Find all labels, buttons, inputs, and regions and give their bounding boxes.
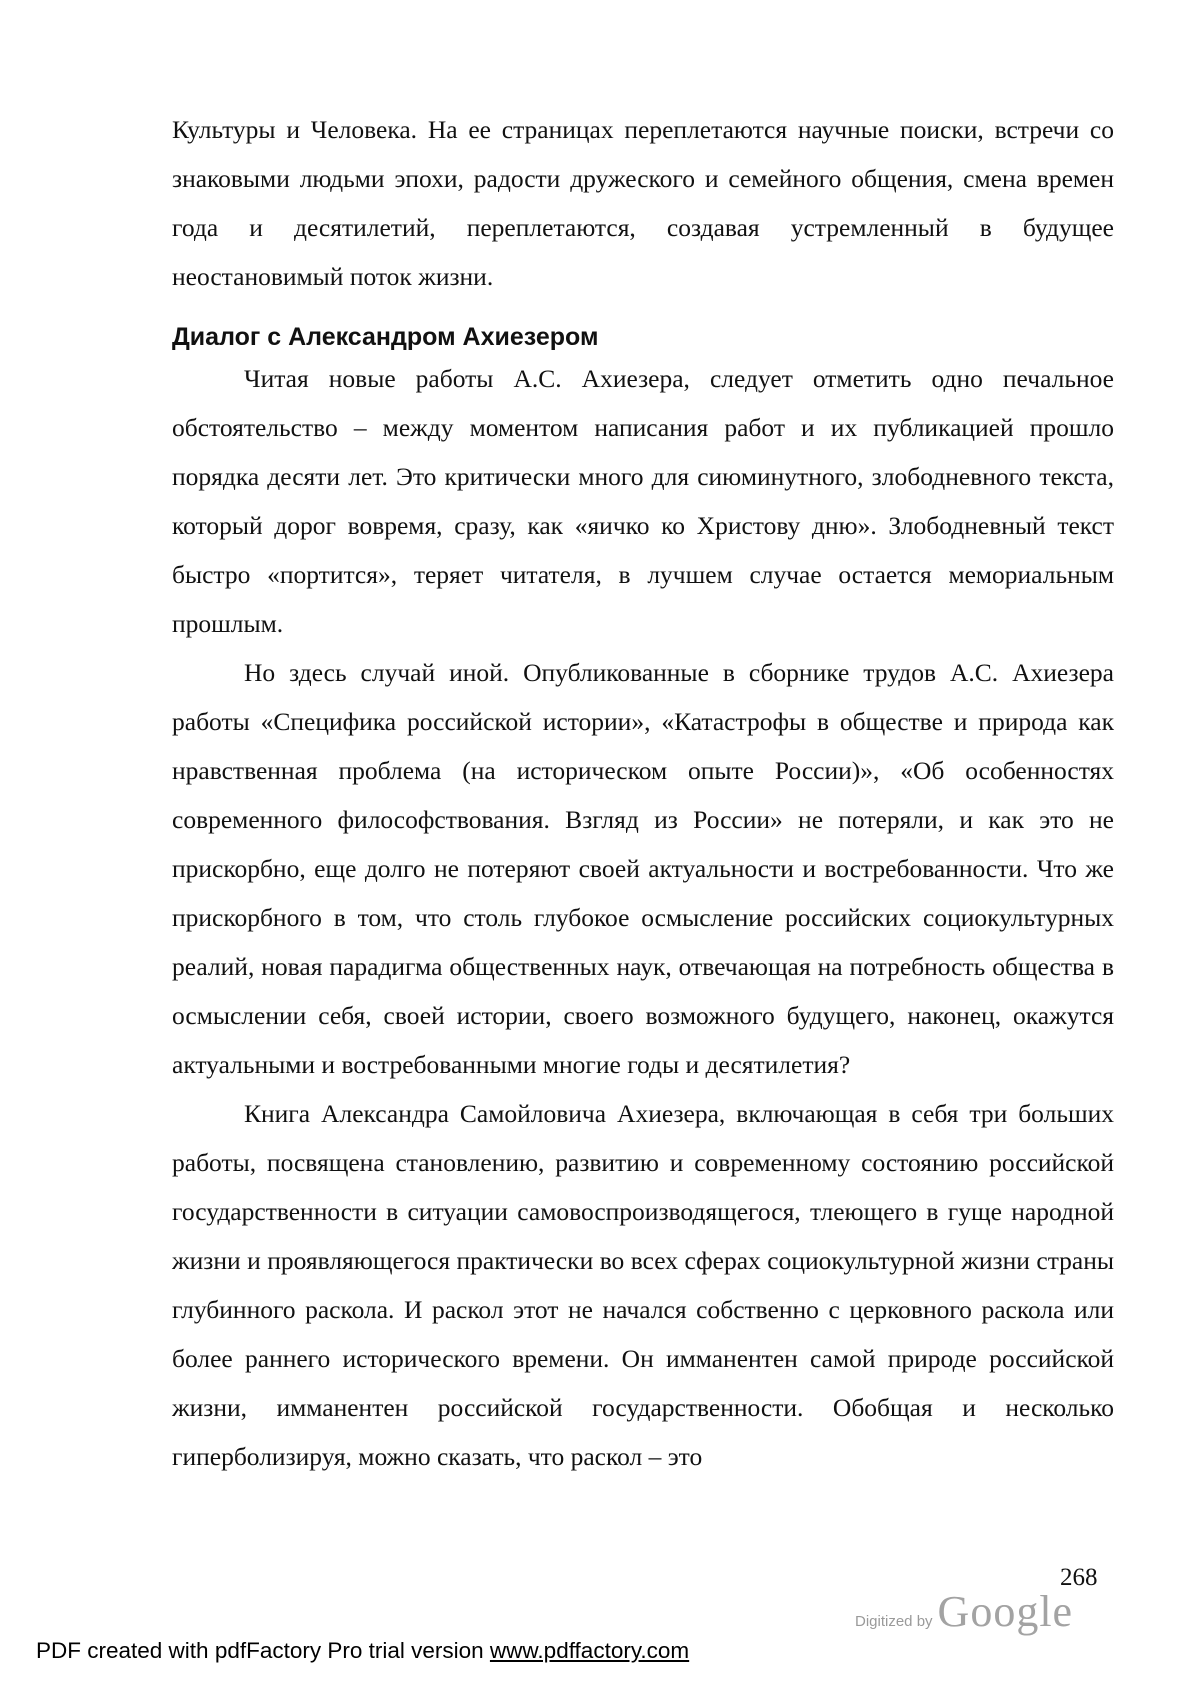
paragraph-2: Но здесь случай иной. Опубликованные в сборнике трудов А.С. Ахиезера работы «Специфика российской истории», «Катастрофы в обществе и природа как нравственная проблема (на историческом опыте России)», «Об особенностях современного философствования. Взгляд из России» не потеряли, и как это не прискорбно, еще долго не потеряют своей актуальности и востребованности. Что же прискорбного в том, что столь глубокое осмысление российских социокультурных реалий, новая парадигма общественных наук, отвечающая на потребность общества в осмыслении себя, своей истории, своего возможного будущего, наконец, окажутся актуальными и востребованными многие годы и десятилетия? — [172, 658, 1114, 1079]
document-page — [172, 105, 1114, 1481]
section-gap — [172, 301, 1114, 307]
google-logo: Google — [937, 1587, 1074, 1636]
footer-text: PDF created with pdfFactory Pro trial version — [36, 1638, 490, 1663]
digitized-by-label: Digitized by — [855, 1613, 933, 1630]
section-heading: Диалог с Александром Ахиезером — [172, 323, 599, 351]
paragraph-intro: Культуры и Человека. На ее страницах переплетаются научные поиски, встречи со знаковыми людьми эпохи, радости дружеского и семейного общения, смена времен года и десятилетий, переплетаются, создавая устремленный в будущее неостановимый поток жизни. — [172, 115, 1114, 291]
page-number: 268 — [1060, 1564, 1098, 1591]
pdf-footer — [36, 1638, 689, 1664]
paragraph-3: Книга Александра Самойловича Ахиезера, включающая в себя три больших работы, посвящена становлению, развитию и современному состоянию российской государственности в ситуации самовоспроизводящегося, тлеющего в гуще народной жизни и проявляющегося практически во всех сферах социокультурной жизни страны глубинного раскола. И раскол этот не начался собственно с церковного раскола или более раннего исторического времени. Он имманентен самой природе российской жизни, имманентен российской государственности. Обобщая и несколько гиперболизируя, можно сказать, что раскол – это — [172, 1099, 1114, 1471]
footer-link[interactable]: www.pdffactory.com — [489, 1638, 690, 1663]
paragraph-1: Читая новые работы А.С. Ахиезера, следует отметить одно печальное обстоятельство – между моментом написания работ и их публикацией прошло порядка десяти лет. Это критически много для сиюминутного, злободневного текста, который дорог вовремя, сразу, как «яичко ко Христову дню». Злободневный текст быстро «портится», теряет читателя, в лучшем случае остается мемориальным прошлым. — [172, 364, 1114, 638]
google-watermark — [855, 1586, 1073, 1637]
